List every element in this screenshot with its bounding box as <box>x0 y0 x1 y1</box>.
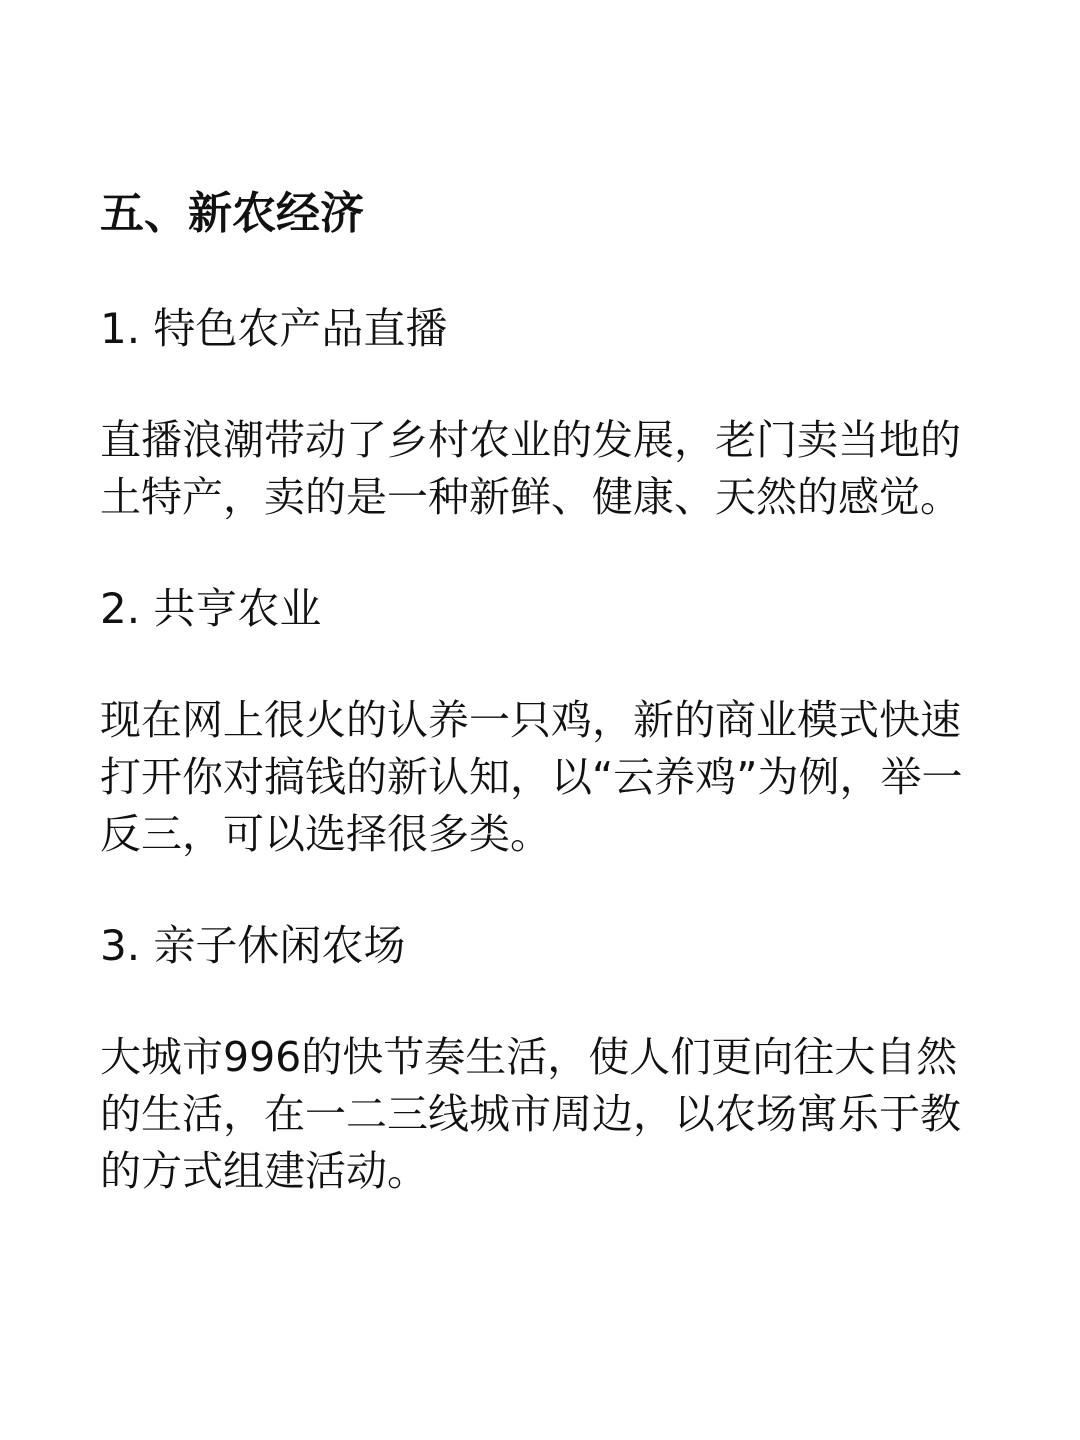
article-content <box>100 184 990 1200</box>
section-body: 大城市996的快节奏生活，使人们更向往大自然的生活，在一二三线城市周边，以农场寓乐于教的方式组建活动。 <box>100 1033 961 1195</box>
section-heading: 3. 亲子休闲农场 <box>100 921 406 970</box>
section-heading: 1. 特色农产品直播 <box>100 304 448 353</box>
section-live-streaming <box>100 300 990 526</box>
section-shared-agriculture <box>100 580 990 863</box>
section-body: 直播浪潮带动了乡村农业的发展，老门卖当地的土特产，卖的是一种新鲜、健康、天然的感觉。 <box>100 416 961 521</box>
section-heading: 2. 共亨农业 <box>100 584 322 633</box>
section-body: 现在网上很火的认养一只鸡，新的商业模式快速打开你对搞钱的新认知，以“云养鸡”为例，举一反三，可以选择很多类。 <box>100 696 963 858</box>
section-family-farm <box>100 917 990 1200</box>
page-title: 五、新农经济 <box>100 188 364 239</box>
